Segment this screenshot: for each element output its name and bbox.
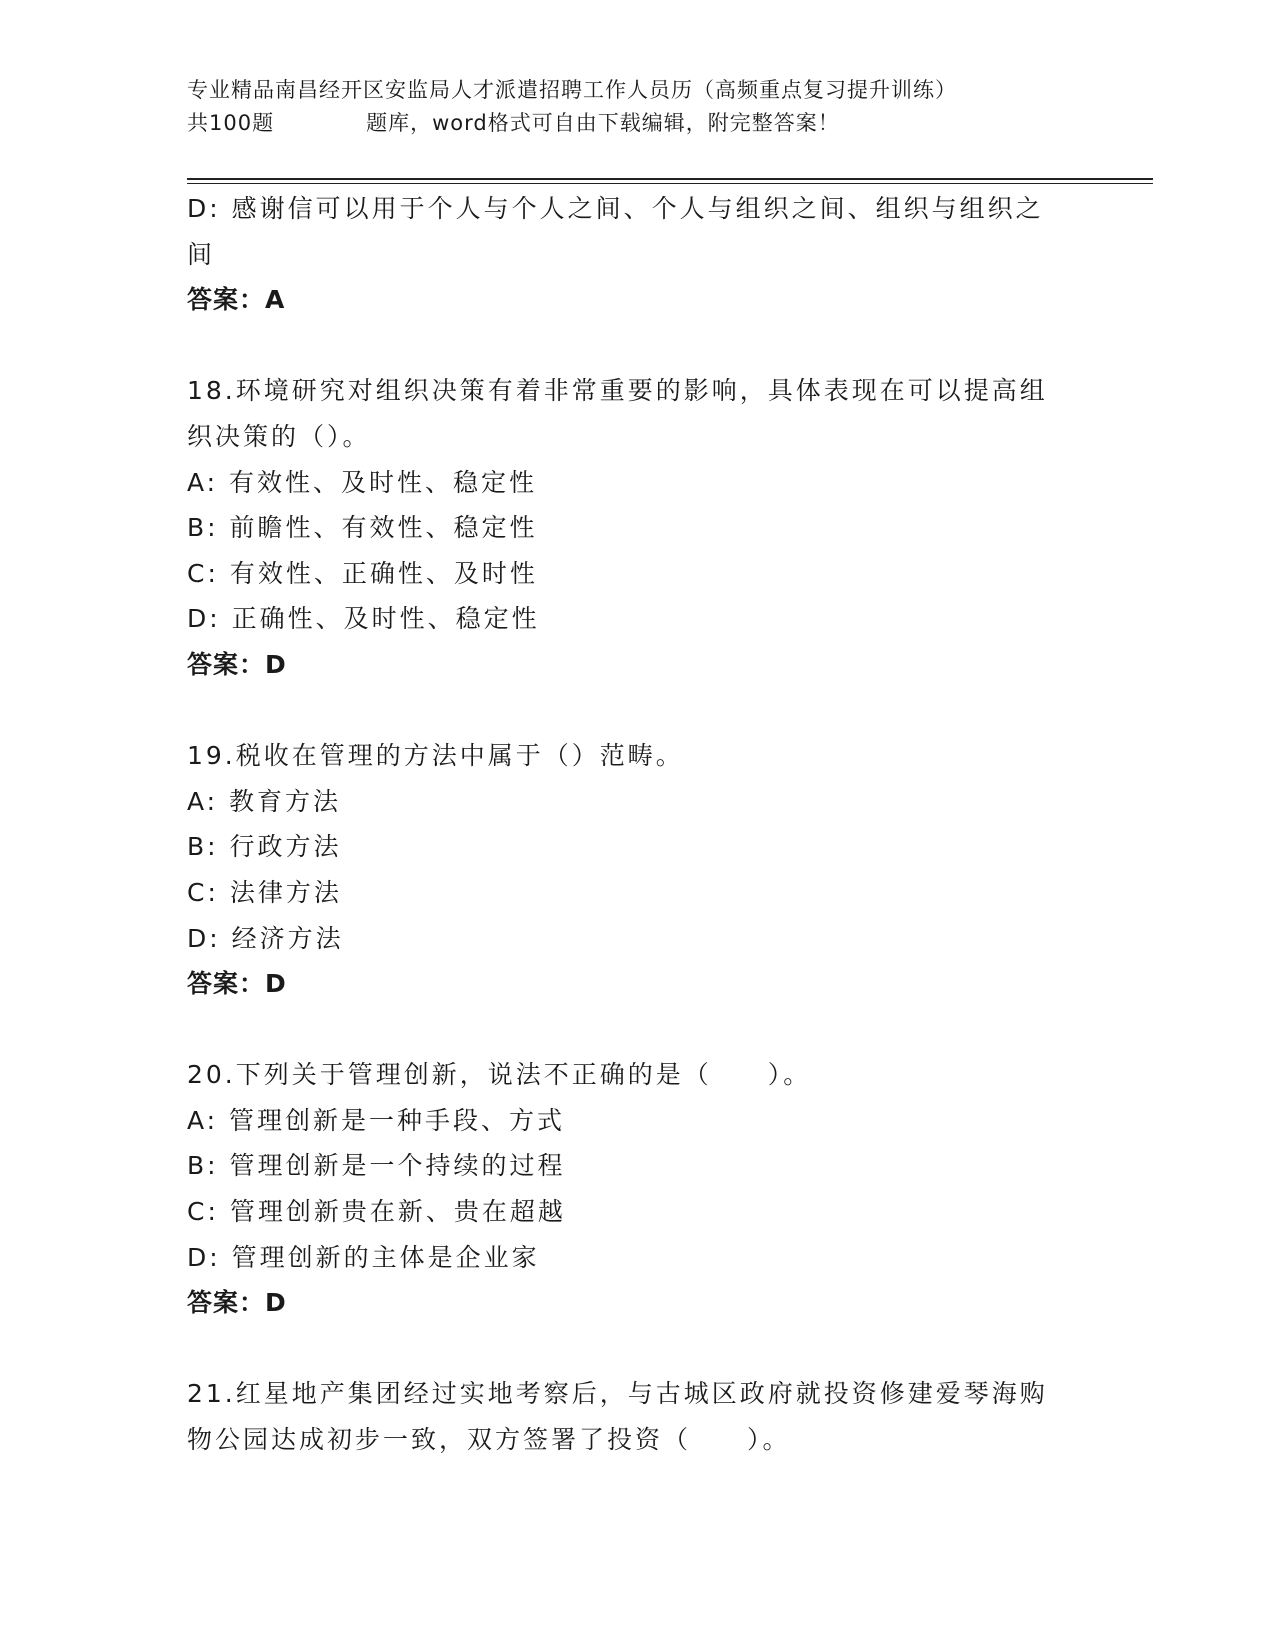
- q17-answer: 答案：A: [187, 285, 286, 315]
- q20-option-b: B: 管理创新是一个持续的过程: [187, 1151, 566, 1181]
- q19-option-b: B: 行政方法: [187, 832, 342, 862]
- spacer: [187, 323, 1087, 369]
- q17-option-d-line1: D: 感谢信可以用于个人与个人之间、个人与组织之间、组织与组织之: [187, 194, 1044, 223]
- q18-option-a: A: 有效性、及时性、稳定性: [187, 467, 538, 497]
- spacer: [187, 688, 1087, 734]
- q19-stem-line1: 19.税收在管理的方法中属于（）范畴。: [187, 741, 684, 771]
- question-17-tail: [187, 186, 1087, 323]
- q21-stem-line1: 21.红星地产集团经过实地考察后，与古城区政府就投资修建爱琴海购: [187, 1379, 1048, 1409]
- q18-stem-line1: 18.环境研究对组织决策有着非常重要的影响，具体表现在可以提高组: [187, 376, 1048, 406]
- header-title-line: 专业精品南昌经开区安监局人才派遣招聘工作人员历（高频重点复习提升训练）: [187, 78, 957, 102]
- q18-answer: 答案：D: [187, 649, 287, 679]
- q19-option-d: D: 经济方法: [187, 923, 344, 953]
- document-header: [187, 74, 1147, 140]
- header-question-count: 共100题: [187, 111, 275, 135]
- question-20: [187, 1052, 1087, 1326]
- q18-option-d: D: 正确性、及时性、稳定性: [187, 604, 540, 634]
- q20-option-c: C: 管理创新贵在新、贵在超越: [187, 1197, 566, 1227]
- q20-option-d: D: 管理创新的主体是企业家: [187, 1242, 540, 1272]
- header-subtitle-line: [187, 107, 1147, 140]
- header-format-note: 题库，word格式可自由下载编辑，附完整答案！: [366, 111, 840, 135]
- q18-option-b: B: 前瞻性、有效性、稳定性: [187, 513, 538, 543]
- q19-answer: 答案：D: [187, 969, 287, 999]
- q18-option-c: C: 有效性、正确性、及时性: [187, 558, 538, 588]
- q20-answer: 答案：D: [187, 1288, 287, 1318]
- q21-stem-line2: 物公园达成初步一致，双方签署了投资（ ）。: [187, 1425, 791, 1455]
- question-21: [187, 1371, 1087, 1462]
- q20-stem-line1: 20.下列关于管理创新，说法不正确的是（ ）。: [187, 1060, 812, 1090]
- q20-option-a: A: 管理创新是一种手段、方式: [187, 1105, 566, 1135]
- question-19: [187, 733, 1087, 1007]
- header-rule-thin: [187, 183, 1153, 184]
- question-18: [187, 368, 1087, 687]
- q19-option-c: C: 法律方法: [187, 877, 342, 907]
- spacer: [187, 1007, 1087, 1053]
- q19-option-a: A: 教育方法: [187, 786, 342, 816]
- q18-stem-line2: 织决策的（）。: [187, 421, 371, 451]
- question-content: [187, 186, 1087, 1463]
- q17-option-d-line2: 间: [187, 239, 216, 269]
- spacer: [187, 1326, 1087, 1372]
- header-rule-thick: [187, 178, 1153, 180]
